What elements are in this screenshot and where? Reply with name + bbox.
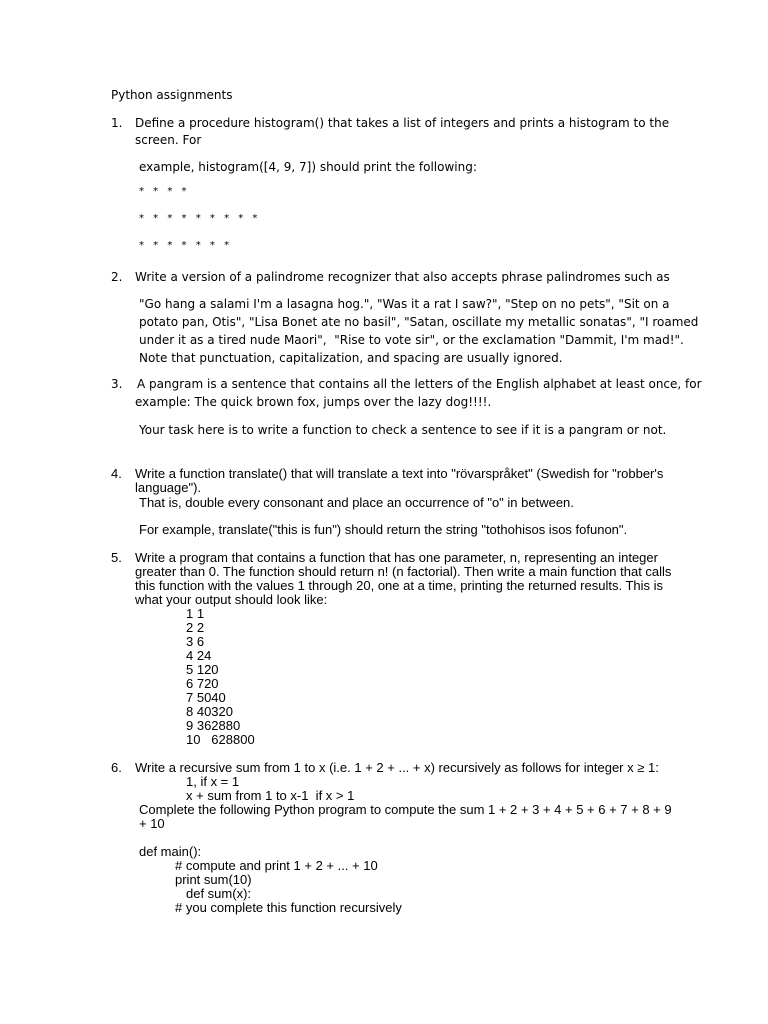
histogram-row: * * * *: [139, 186, 190, 197]
question-text: example: The quick brown fox, jumps over the lazy dog!!!!.: [135, 395, 492, 409]
code-line: def sum(x):: [186, 886, 252, 901]
question-text: Write a version of a palindrome recognizer that also accepts phrase palindromes such as: [135, 270, 670, 284]
question-text: what your output should look like:: [135, 592, 328, 607]
recursion-case: x + sum from 1 to x-1 if x > 1: [186, 788, 355, 803]
question-text: greater than 0. The function should return n! (n factorial). Then write a main function that calls: [135, 564, 672, 579]
question-text: Write a recursive sum from 1 to x (i.e. 1 + 2 + ... + x) recursively as follows for integer x ≥ 1:: [135, 760, 659, 775]
code-line: # you complete this function recursively: [175, 900, 402, 915]
question-text: language").: [135, 480, 202, 495]
question-text: For example, translate("this is fun") should return the string "tothohisos isos fofunon".: [139, 522, 628, 537]
question-number: 5.: [111, 550, 122, 565]
question-text: Define a procedure histogram() that takes a list of integers and prints a histogram to the: [135, 116, 670, 130]
palindrome-examples: Note that punctuation, capitalization, and spacing are usually ignored.: [139, 351, 563, 365]
question-number: 6.: [111, 760, 122, 775]
question-number: 2.: [111, 270, 123, 284]
output-line: 10 628800: [186, 732, 255, 747]
output-line: 6 720: [186, 676, 219, 691]
output-line: 8 40320: [186, 704, 233, 719]
code-line: # compute and print 1 + 2 + ... + 10: [175, 858, 378, 873]
output-line: 4 24: [186, 648, 212, 663]
question-text: Write a program that contains a function that has one parameter, n, representing an integer: [135, 550, 658, 565]
output-line: 5 120: [186, 662, 219, 677]
question-text: Write a function translate() that will translate a text into "rövarspråket" (Swedish for "robber's: [135, 466, 664, 481]
palindrome-examples: under it as a tired nude Maori", "Rise to vote sir", or the exclamation "Dammit, I'm mad!".: [139, 333, 684, 347]
output-line: 1 1: [186, 606, 205, 621]
output-line: 2 2: [186, 620, 205, 635]
question-text: example, histogram([4, 9, 7]) should print the following:: [139, 160, 477, 174]
code-line: def main():: [139, 844, 202, 859]
recursion-case: 1, if x = 1: [186, 774, 240, 789]
question-number: 1.: [111, 116, 123, 130]
palindrome-examples: potato pan, Otis", "Lisa Bonet ate no basil", "Satan, oscillate my metallic sonatas", "I roamed: [139, 315, 699, 329]
output-line: 9 362880: [186, 718, 241, 733]
question-text: Your task here is to write a function to check a sentence to see if it is a pangram or not.: [139, 423, 667, 437]
question-text: That is, double every consonant and place an occurrence of "o" in between.: [139, 495, 574, 510]
question-number: 3.: [111, 377, 123, 391]
question-text: screen. For: [135, 133, 202, 147]
histogram-row: * * * * * * *: [139, 240, 233, 251]
output-line: 7 5040: [186, 690, 226, 705]
palindrome-examples: "Go hang a salami I'm a lasagna hog.", "Was it a rat I saw?", "Step on no pets", "Sit on a: [139, 297, 670, 311]
question-text: this function with the values 1 through 20, one at a time, printing the returned results. This is: [135, 578, 663, 593]
question-text: + 10: [139, 816, 165, 831]
question-number: 4.: [111, 466, 122, 481]
histogram-row: * * * * * * * * *: [139, 213, 261, 224]
code-line: print sum(10): [175, 872, 252, 887]
question-text: Complete the following Python program to compute the sum 1 + 2 + 3 + 4 + 5 + 6 + 7 + 8 + 9: [139, 802, 672, 817]
question-text: A pangram is a sentence that contains all the letters of the English alphabet at least once, for: [137, 377, 702, 391]
output-line: 3 6: [186, 634, 205, 649]
page-title: Python assignments: [111, 88, 233, 102]
